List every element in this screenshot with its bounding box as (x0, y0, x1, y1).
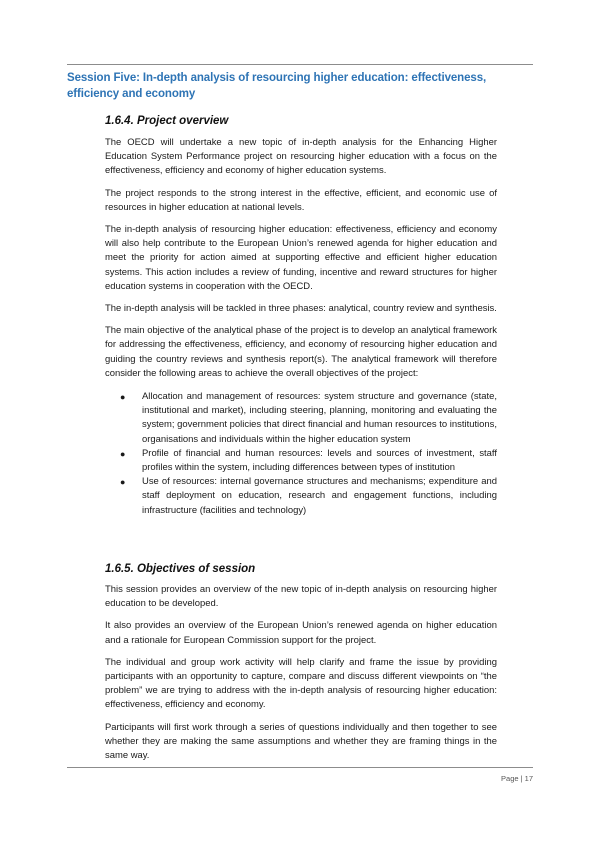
page-number: Page | 17 (501, 774, 533, 783)
list-item (105, 390, 497, 447)
list-item (105, 447, 497, 475)
list-item (105, 475, 497, 518)
bullet-icon: ● (120, 448, 126, 459)
paragraph: This session provides an overview of the new topic of in-depth analysis on resourcing higher education to be developed. (105, 584, 497, 610)
bullet-icon: ● (120, 477, 126, 488)
paragraph: The OECD will undertake a new topic of in-depth analysis for the Enhancing Higher Education System Performance project on resourcing higher education with a focus on the effectiveness, efficiency and economy of higher education systems. (105, 137, 497, 177)
session-objectives-heading: 1.6.5. Objectives of session (105, 563, 256, 575)
paragraph: The project responds to the strong interest in the effective, efficient, and economic use of resources in higher education at national levels. (105, 187, 497, 213)
session-objectives-section (105, 562, 497, 763)
project-overview-section (105, 114, 497, 518)
paragraph: It also provides an overview of the European Union’s renewed agenda on higher education and a rationale for European Commission support for the project. (105, 620, 497, 646)
bullet-icon: ● (120, 392, 126, 403)
list-item-text: Allocation and management of resources: system structure and governance (state, institutional and market), including steering, planning, monitoring and evaluating the system; government policies that direct financial and human resources to institutions, organisations and individuals within the higher education system (142, 391, 497, 445)
project-overview-heading: 1.6.4. Project overview (105, 115, 229, 127)
paragraph: The in-depth analysis will be tackled in three phases: analytical, country review and synthesis. (105, 303, 497, 315)
paragraph: The main objective of the analytical phase of the project is to develop an analytical framework for addressing the effectiveness, efficiency, and economy of resourcing higher education and guiding the country reviews and synthesis report(s). The analytical framework will therefore consider the following areas to achieve the overall objectives of the project: (105, 325, 497, 379)
paragraph: Participants will first work through a series of questions individually and then together to see whether they are making the same assumptions and whether they are framing things in the same way. (105, 721, 497, 762)
header-rule (67, 64, 533, 65)
session-title: Session Five: In-depth analysis of resourcing higher education: effectiveness, efficiency and economy (67, 72, 487, 100)
paragraph: The individual and group work activity will help clarify and frame the issue by providing participants with an opportunity to capture, compare and discuss different viewpoints on “the problem” we are trying to address with the in-depth analysis of resourcing higher education: effectiveness, efficiency and economy. (105, 656, 497, 711)
footer-rule (67, 767, 533, 768)
list-item-text: Profile of financial and human resources: levels and sources of investment, staff profiles within the system, including differences between types of institution (142, 447, 497, 474)
list-item-text: Use of resources: internal governance structures and mechanisms; expenditure and staff deployment on education, research and engagement functions, including infrastructure (facilities and technology) (142, 476, 497, 516)
resource-areas-list (105, 390, 497, 518)
paragraph: The in-depth analysis of resourcing higher education: effectiveness, efficiency and economy will also help contribute to the European Union’s renewed agenda for higher education and meet the priority for action aimed at supporting effective and efficient higher education systems. This action includes a review of funding, incentive and reward structures for higher education systems in cooperation with the OECD. (105, 224, 497, 292)
